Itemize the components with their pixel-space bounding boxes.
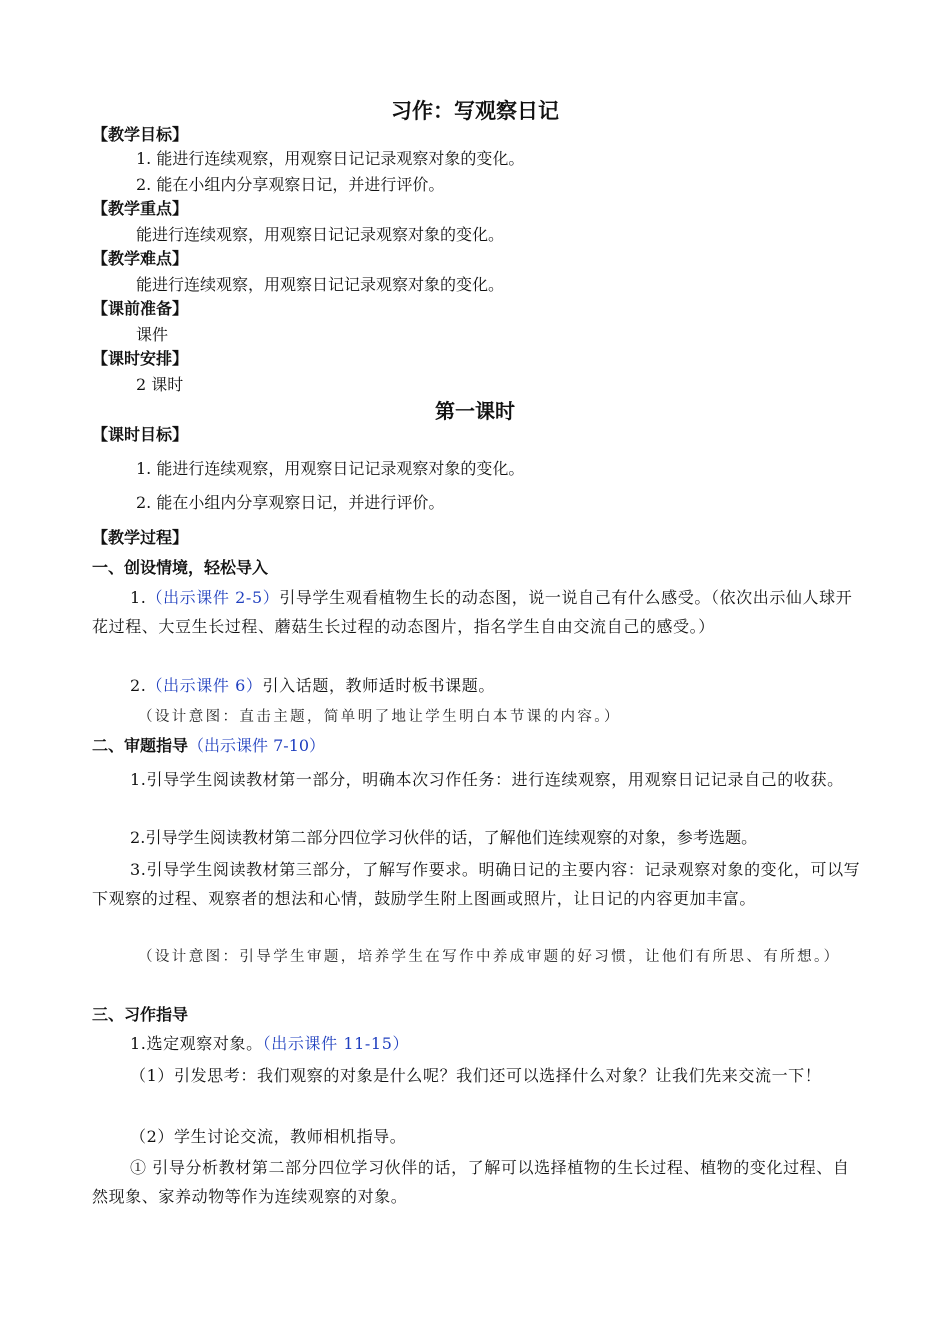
part2-paragraph-3: 3.引导学生阅读教材第三部分，了解写作要求。明确日记的主要内容：记录观察对象的变化，可以写下观察的过程、观察者的想法和心情，鼓励学生附上图画或照片，让日记的内容更加丰富。 [92,860,861,908]
part1-heading: 一、创设情境，轻松导入 [92,558,269,577]
paragraph-text: 引入话题，教师适时板书课题。 [262,676,495,695]
part1-paragraph-1 [92,583,862,641]
paragraph-text: 1.选定观察对象。 [130,1034,263,1053]
teaching-goal-item: 1. 能进行连续观察，用观察日记记录观察对象的变化。 [136,149,525,168]
design-intent-note: （设计意图：直击主题，简单明了地让学生明白本节课的内容。） [138,709,621,725]
courseware-reference: （出示课件 11-15） [262,1034,410,1053]
paragraph-number: 2. [130,676,147,695]
process-heading: 【教学过程】 [92,528,189,547]
preparation-heading: 【课前准备】 [92,299,189,318]
lesson-title: 第一课时 [435,399,515,423]
design-intent-note: （设计意图：引导学生审题，培养学生在写作中养成审题的好习惯，让他们有所思、有所想。） [138,949,841,965]
difficulty-text: 能进行连续观察，用观察日记记录观察对象的变化。 [136,275,505,294]
part2-heading-text: 二、审题指导 [92,736,189,755]
part3-paragraph-4: ① 引导分析教材第二部分四位学习伙伴的话，了解可以选择植物的生长过程、植物的变化过程、自然现象、家养动物等作为连续观察的对象。 [92,1158,850,1206]
part1-paragraph-2 [92,671,862,700]
lesson-goals-heading: 【课时目标】 [92,425,189,444]
paragraph-text: 引导学生观看植物生长的动态图，说一说自己有什么感受。（依次出示仙人球开花过程、大豆生长过程、蘑菇生长过程的动态图片，指名学生自由交流自己的感受。） [92,588,853,636]
schedule-text: 2 课时 [136,375,184,394]
paragraph-number: 1. [130,588,147,607]
part2-paragraph-1: 1.引导学生阅读教材第一部分，明确本次习作任务：进行连续观察，用观察日记记录自己的收获。 [130,770,844,789]
lesson-goal-item: 2. 能在小组内分享观察日记，并进行评价。 [136,493,445,512]
teaching-goals-heading: 【教学目标】 [92,125,189,144]
schedule-heading: 【课时安排】 [92,349,189,368]
part2-heading [92,735,862,757]
part2-paragraph-2: 2.引导学生阅读教材第二部分四位学习伙伴的话，了解他们连续观察的对象，参考选题。 [130,828,758,847]
lesson-goal-item: 1. 能进行连续观察，用观察日记记录观察对象的变化。 [136,459,525,478]
preparation-text: 课件 [136,325,169,344]
courseware-reference: （出示课件 6） [146,676,263,695]
part3-heading: 三、习作指导 [92,1005,189,1024]
part3-paragraph-1 [92,1029,862,1058]
courseware-reference: （出示课件 7-10） [188,736,326,755]
part3-paragraph-3: （2）学生讨论交流，教师相机指导。 [130,1127,407,1146]
courseware-reference: （出示课件 2-5） [146,588,280,607]
teaching-goal-item: 2. 能在小组内分享观察日记，并进行评价。 [136,175,445,194]
key-point-heading: 【教学重点】 [92,199,189,218]
key-point-text: 能进行连续观察，用观察日记记录观察对象的变化。 [136,225,505,244]
part3-paragraph-2: （1）引发思考：我们观察的对象是什么呢？我们还可以选择什么对象？让我们先来交流一下！ [130,1066,822,1085]
document-title: 习作：写观察日记 [391,99,559,123]
difficulty-heading: 【教学难点】 [92,249,189,268]
